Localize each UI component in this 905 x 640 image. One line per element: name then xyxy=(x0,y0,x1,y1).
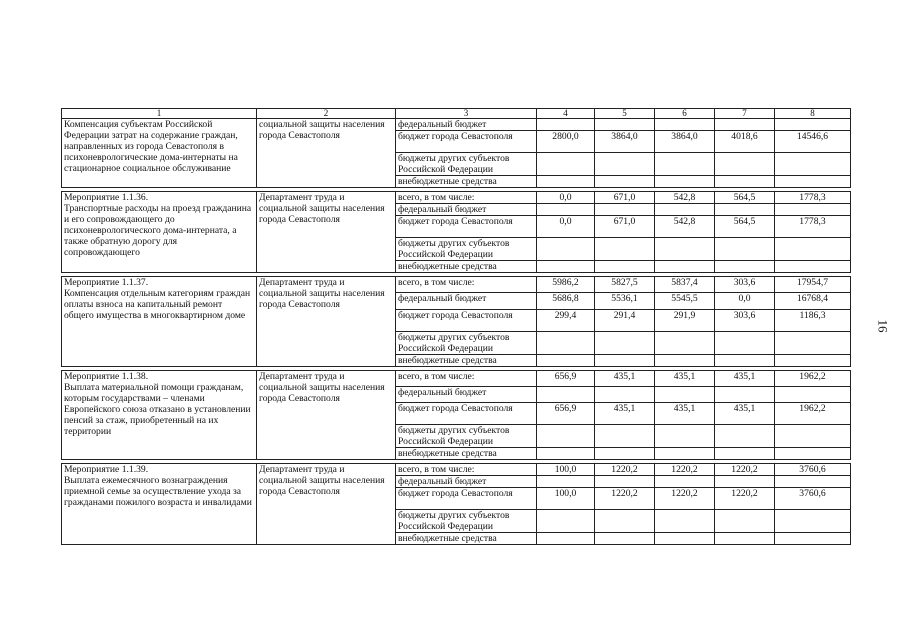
amount-cell-c7 xyxy=(715,355,775,367)
funding-source-cell: бюджет города Севастополя xyxy=(396,488,537,510)
table-row xyxy=(62,371,851,387)
funding-source-cell: бюджет города Севастополя xyxy=(396,403,537,425)
budget-table-page xyxy=(61,108,850,545)
amount-cell-c5 xyxy=(595,476,655,488)
amount-cell-c7: 564,5 xyxy=(715,192,775,204)
amount-cell-c4: 5986,2 xyxy=(537,277,595,293)
funding-source-cell: бюджеты других субъектов Российской Федерации xyxy=(396,510,537,533)
amount-cell-c6 xyxy=(655,387,715,403)
amount-cell-c7 xyxy=(715,332,775,355)
amount-cell-c7: 4018,6 xyxy=(715,131,775,153)
activity-cell: Мероприятие 1.1.37. Компенсация отдельным категориям граждан оплаты взноса на капитальный ремонт общего имущества в многоквартирном доме xyxy=(62,277,257,367)
amount-cell-c6: 542,8 xyxy=(655,216,715,238)
amount-cell-c4 xyxy=(537,425,595,448)
amount-cell-c5: 291,4 xyxy=(595,310,655,332)
amount-cell-c4 xyxy=(537,176,595,188)
amount-cell-c4 xyxy=(537,261,595,273)
amount-cell-c4: 100,0 xyxy=(537,488,595,510)
funding-source-cell: внебюджетные средства xyxy=(396,533,537,545)
amount-cell-c6 xyxy=(655,332,715,355)
amount-cell-c7: 564,5 xyxy=(715,216,775,238)
funding-source-cell: федеральный бюджет xyxy=(396,293,537,310)
amount-cell-c4 xyxy=(537,153,595,176)
amount-cell-c7 xyxy=(715,425,775,448)
amount-cell-c7 xyxy=(715,204,775,216)
amount-cell-c5: 3864,0 xyxy=(595,131,655,153)
amount-cell-c5 xyxy=(595,238,655,261)
amount-cell-c8 xyxy=(775,119,851,131)
amount-cell-c8 xyxy=(775,476,851,488)
header-cell: 1 xyxy=(62,109,257,119)
amount-cell-c6: 3864,0 xyxy=(655,131,715,153)
amount-cell-c4 xyxy=(537,510,595,533)
funding-source-cell: бюджет города Севастополя xyxy=(396,310,537,332)
amount-cell-c6: 291,9 xyxy=(655,310,715,332)
amount-cell-c6 xyxy=(655,355,715,367)
amount-cell-c6: 435,1 xyxy=(655,371,715,387)
amount-cell-c7 xyxy=(715,476,775,488)
amount-cell-c8 xyxy=(775,238,851,261)
amount-cell-c5: 5827,5 xyxy=(595,277,655,293)
amount-cell-c5: 435,1 xyxy=(595,371,655,387)
amount-cell-c8 xyxy=(775,387,851,403)
amount-cell-c6 xyxy=(655,238,715,261)
amount-cell-c5 xyxy=(595,204,655,216)
amount-cell-c6: 5545,5 xyxy=(655,293,715,310)
amount-cell-c6: 5837,4 xyxy=(655,277,715,293)
funding-source-cell: федеральный бюджет xyxy=(396,204,537,216)
amount-cell-c8 xyxy=(775,332,851,355)
amount-cell-c6 xyxy=(655,533,715,545)
amount-cell-c6 xyxy=(655,176,715,188)
header-cell: 4 xyxy=(537,109,595,119)
header-cell: 7 xyxy=(715,109,775,119)
amount-cell-c4 xyxy=(537,476,595,488)
amount-cell-c8 xyxy=(775,510,851,533)
amount-cell-c7: 435,1 xyxy=(715,403,775,425)
page-number: 16 xyxy=(875,319,891,333)
amount-cell-c7 xyxy=(715,238,775,261)
amount-cell-c5: 671,0 xyxy=(595,216,655,238)
amount-cell-c5 xyxy=(595,119,655,131)
amount-cell-c7: 1220,2 xyxy=(715,464,775,476)
funding-source-cell: федеральный бюджет xyxy=(396,476,537,488)
funding-source-cell: федеральный бюджет xyxy=(396,387,537,403)
amount-cell-c5 xyxy=(595,355,655,367)
amount-cell-c8: 17954,7 xyxy=(775,277,851,293)
amount-cell-c8 xyxy=(775,153,851,176)
header-cell: 5 xyxy=(595,109,655,119)
amount-cell-c5 xyxy=(595,448,655,460)
amount-cell-c8: 1778,3 xyxy=(775,192,851,204)
amount-cell-c7 xyxy=(715,510,775,533)
amount-cell-c4: 299,4 xyxy=(537,310,595,332)
amount-cell-c8 xyxy=(775,355,851,367)
funding-source-cell: всего, в том числе: xyxy=(396,192,537,204)
amount-cell-c6 xyxy=(655,510,715,533)
amount-cell-c4: 656,9 xyxy=(537,371,595,387)
executor-cell: Департамент труда и социальной защиты населения города Севастополя xyxy=(257,192,396,273)
funding-source-cell: внебюджетные средства xyxy=(396,355,537,367)
amount-cell-c8 xyxy=(775,448,851,460)
amount-cell-c4: 5686,8 xyxy=(537,293,595,310)
amount-cell-c5: 5536,1 xyxy=(595,293,655,310)
amount-cell-c8 xyxy=(775,533,851,545)
amount-cell-c4: 0,0 xyxy=(537,216,595,238)
funding-source-cell: бюджет города Севастополя xyxy=(396,216,537,238)
amount-cell-c7 xyxy=(715,119,775,131)
executor-cell: Департамент труда и социальной защиты населения города Севастополя xyxy=(257,277,396,367)
amount-cell-c6: 542,8 xyxy=(655,192,715,204)
amount-cell-c8: 1186,3 xyxy=(775,310,851,332)
amount-cell-c5 xyxy=(595,332,655,355)
funding-source-cell: внебюджетные средства xyxy=(396,176,537,188)
amount-cell-c5 xyxy=(595,387,655,403)
amount-cell-c7 xyxy=(715,176,775,188)
table-row xyxy=(62,464,851,476)
funding-source-cell: всего, в том числе: xyxy=(396,371,537,387)
executor-cell: Департамент труда и социальной защиты населения города Севастополя xyxy=(257,464,396,545)
amount-cell-c7: 435,1 xyxy=(715,371,775,387)
amount-cell-c4 xyxy=(537,355,595,367)
table-row xyxy=(62,119,851,131)
amount-cell-c8: 1962,2 xyxy=(775,403,851,425)
amount-cell-c5: 671,0 xyxy=(595,192,655,204)
funding-source-cell: всего, в том числе: xyxy=(396,464,537,476)
amount-cell-c7: 303,6 xyxy=(715,277,775,293)
budget-table xyxy=(61,108,851,545)
funding-source-cell: бюджеты других субъектов Российской Федерации xyxy=(396,238,537,261)
activity-cell: Мероприятие 1.1.39. Выплата ежемесячного вознаграждения приемной семье за осуществление ухода за гражданами пожилого возраста и инвалидами xyxy=(62,464,257,545)
activity-cell: Мероприятие 1.1.36. Транспортные расходы на проезд гражданина и его сопровождающего до психоневрологического дома-интерната, а также обратную дорогу для сопровождающего xyxy=(62,192,257,273)
funding-source-cell: всего, в том числе: xyxy=(396,277,537,293)
amount-cell-c6 xyxy=(655,448,715,460)
amount-cell-c7 xyxy=(715,387,775,403)
amount-cell-c4 xyxy=(537,332,595,355)
funding-source-cell: федеральный бюджет xyxy=(396,119,537,131)
amount-cell-c8: 14546,6 xyxy=(775,131,851,153)
amount-cell-c5 xyxy=(595,533,655,545)
amount-cell-c8 xyxy=(775,425,851,448)
amount-cell-c4 xyxy=(537,204,595,216)
amount-cell-c8: 1778,3 xyxy=(775,216,851,238)
amount-cell-c7: 0,0 xyxy=(715,293,775,310)
amount-cell-c6 xyxy=(655,204,715,216)
amount-cell-c5 xyxy=(595,425,655,448)
amount-cell-c5 xyxy=(595,510,655,533)
amount-cell-c4: 656,9 xyxy=(537,403,595,425)
amount-cell-c6: 435,1 xyxy=(655,403,715,425)
amount-cell-c8 xyxy=(775,204,851,216)
amount-cell-c4 xyxy=(537,119,595,131)
executor-cell: социальной защиты населения города Севастополя xyxy=(257,119,396,188)
table-row xyxy=(62,192,851,204)
header-cell: 2 xyxy=(257,109,396,119)
amount-cell-c5 xyxy=(595,261,655,273)
amount-cell-c5 xyxy=(595,176,655,188)
amount-cell-c4 xyxy=(537,387,595,403)
amount-cell-c7: 303,6 xyxy=(715,310,775,332)
amount-cell-c6 xyxy=(655,119,715,131)
amount-cell-c5 xyxy=(595,153,655,176)
header-row xyxy=(62,109,851,119)
amount-cell-c4: 0,0 xyxy=(537,192,595,204)
amount-cell-c7 xyxy=(715,261,775,273)
funding-source-cell: бюджет города Севастополя xyxy=(396,131,537,153)
amount-cell-c5: 435,1 xyxy=(595,403,655,425)
activity-cell: Мероприятие 1.1.38. Выплата материальной помощи гражданам, которым государствами – членами Европейского союза отказано в установлении пенсий за стаж, приобретенный на их территории xyxy=(62,371,257,460)
amount-cell-c4: 2800,0 xyxy=(537,131,595,153)
header-cell: 6 xyxy=(655,109,715,119)
amount-cell-c4 xyxy=(537,238,595,261)
funding-source-cell: внебюджетные средства xyxy=(396,448,537,460)
amount-cell-c5: 1220,2 xyxy=(595,488,655,510)
amount-cell-c8 xyxy=(775,176,851,188)
activity-cell: Компенсация субъектам Российской Федерации затрат на содержание граждан, направленных из города Севастополя в психоневрологические дома-интернаты на стационарное социальное обслуживание xyxy=(62,119,257,188)
amount-cell-c4 xyxy=(537,533,595,545)
executor-cell: Департамент труда и социальной защиты населения города Севастополя xyxy=(257,371,396,460)
amount-cell-c4: 100,0 xyxy=(537,464,595,476)
amount-cell-c8: 3760,6 xyxy=(775,488,851,510)
amount-cell-c5: 1220,2 xyxy=(595,464,655,476)
table-row xyxy=(62,277,851,293)
amount-cell-c7 xyxy=(715,448,775,460)
amount-cell-c8: 3760,6 xyxy=(775,464,851,476)
funding-source-cell: бюджеты других субъектов Российской Федерации xyxy=(396,332,537,355)
amount-cell-c8: 16768,4 xyxy=(775,293,851,310)
amount-cell-c7 xyxy=(715,153,775,176)
amount-cell-c6: 1220,2 xyxy=(655,488,715,510)
funding-source-cell: внебюджетные средства xyxy=(396,261,537,273)
amount-cell-c6 xyxy=(655,425,715,448)
amount-cell-c8 xyxy=(775,261,851,273)
amount-cell-c8: 1962,2 xyxy=(775,371,851,387)
amount-cell-c6: 1220,2 xyxy=(655,464,715,476)
amount-cell-c6 xyxy=(655,153,715,176)
header-cell: 3 xyxy=(396,109,537,119)
amount-cell-c6 xyxy=(655,261,715,273)
amount-cell-c6 xyxy=(655,476,715,488)
amount-cell-c7 xyxy=(715,533,775,545)
amount-cell-c4 xyxy=(537,448,595,460)
funding-source-cell: бюджеты других субъектов Российской Федерации xyxy=(396,153,537,176)
header-cell: 8 xyxy=(775,109,851,119)
funding-source-cell: бюджеты других субъектов Российской Федерации xyxy=(396,425,537,448)
amount-cell-c7: 1220,2 xyxy=(715,488,775,510)
